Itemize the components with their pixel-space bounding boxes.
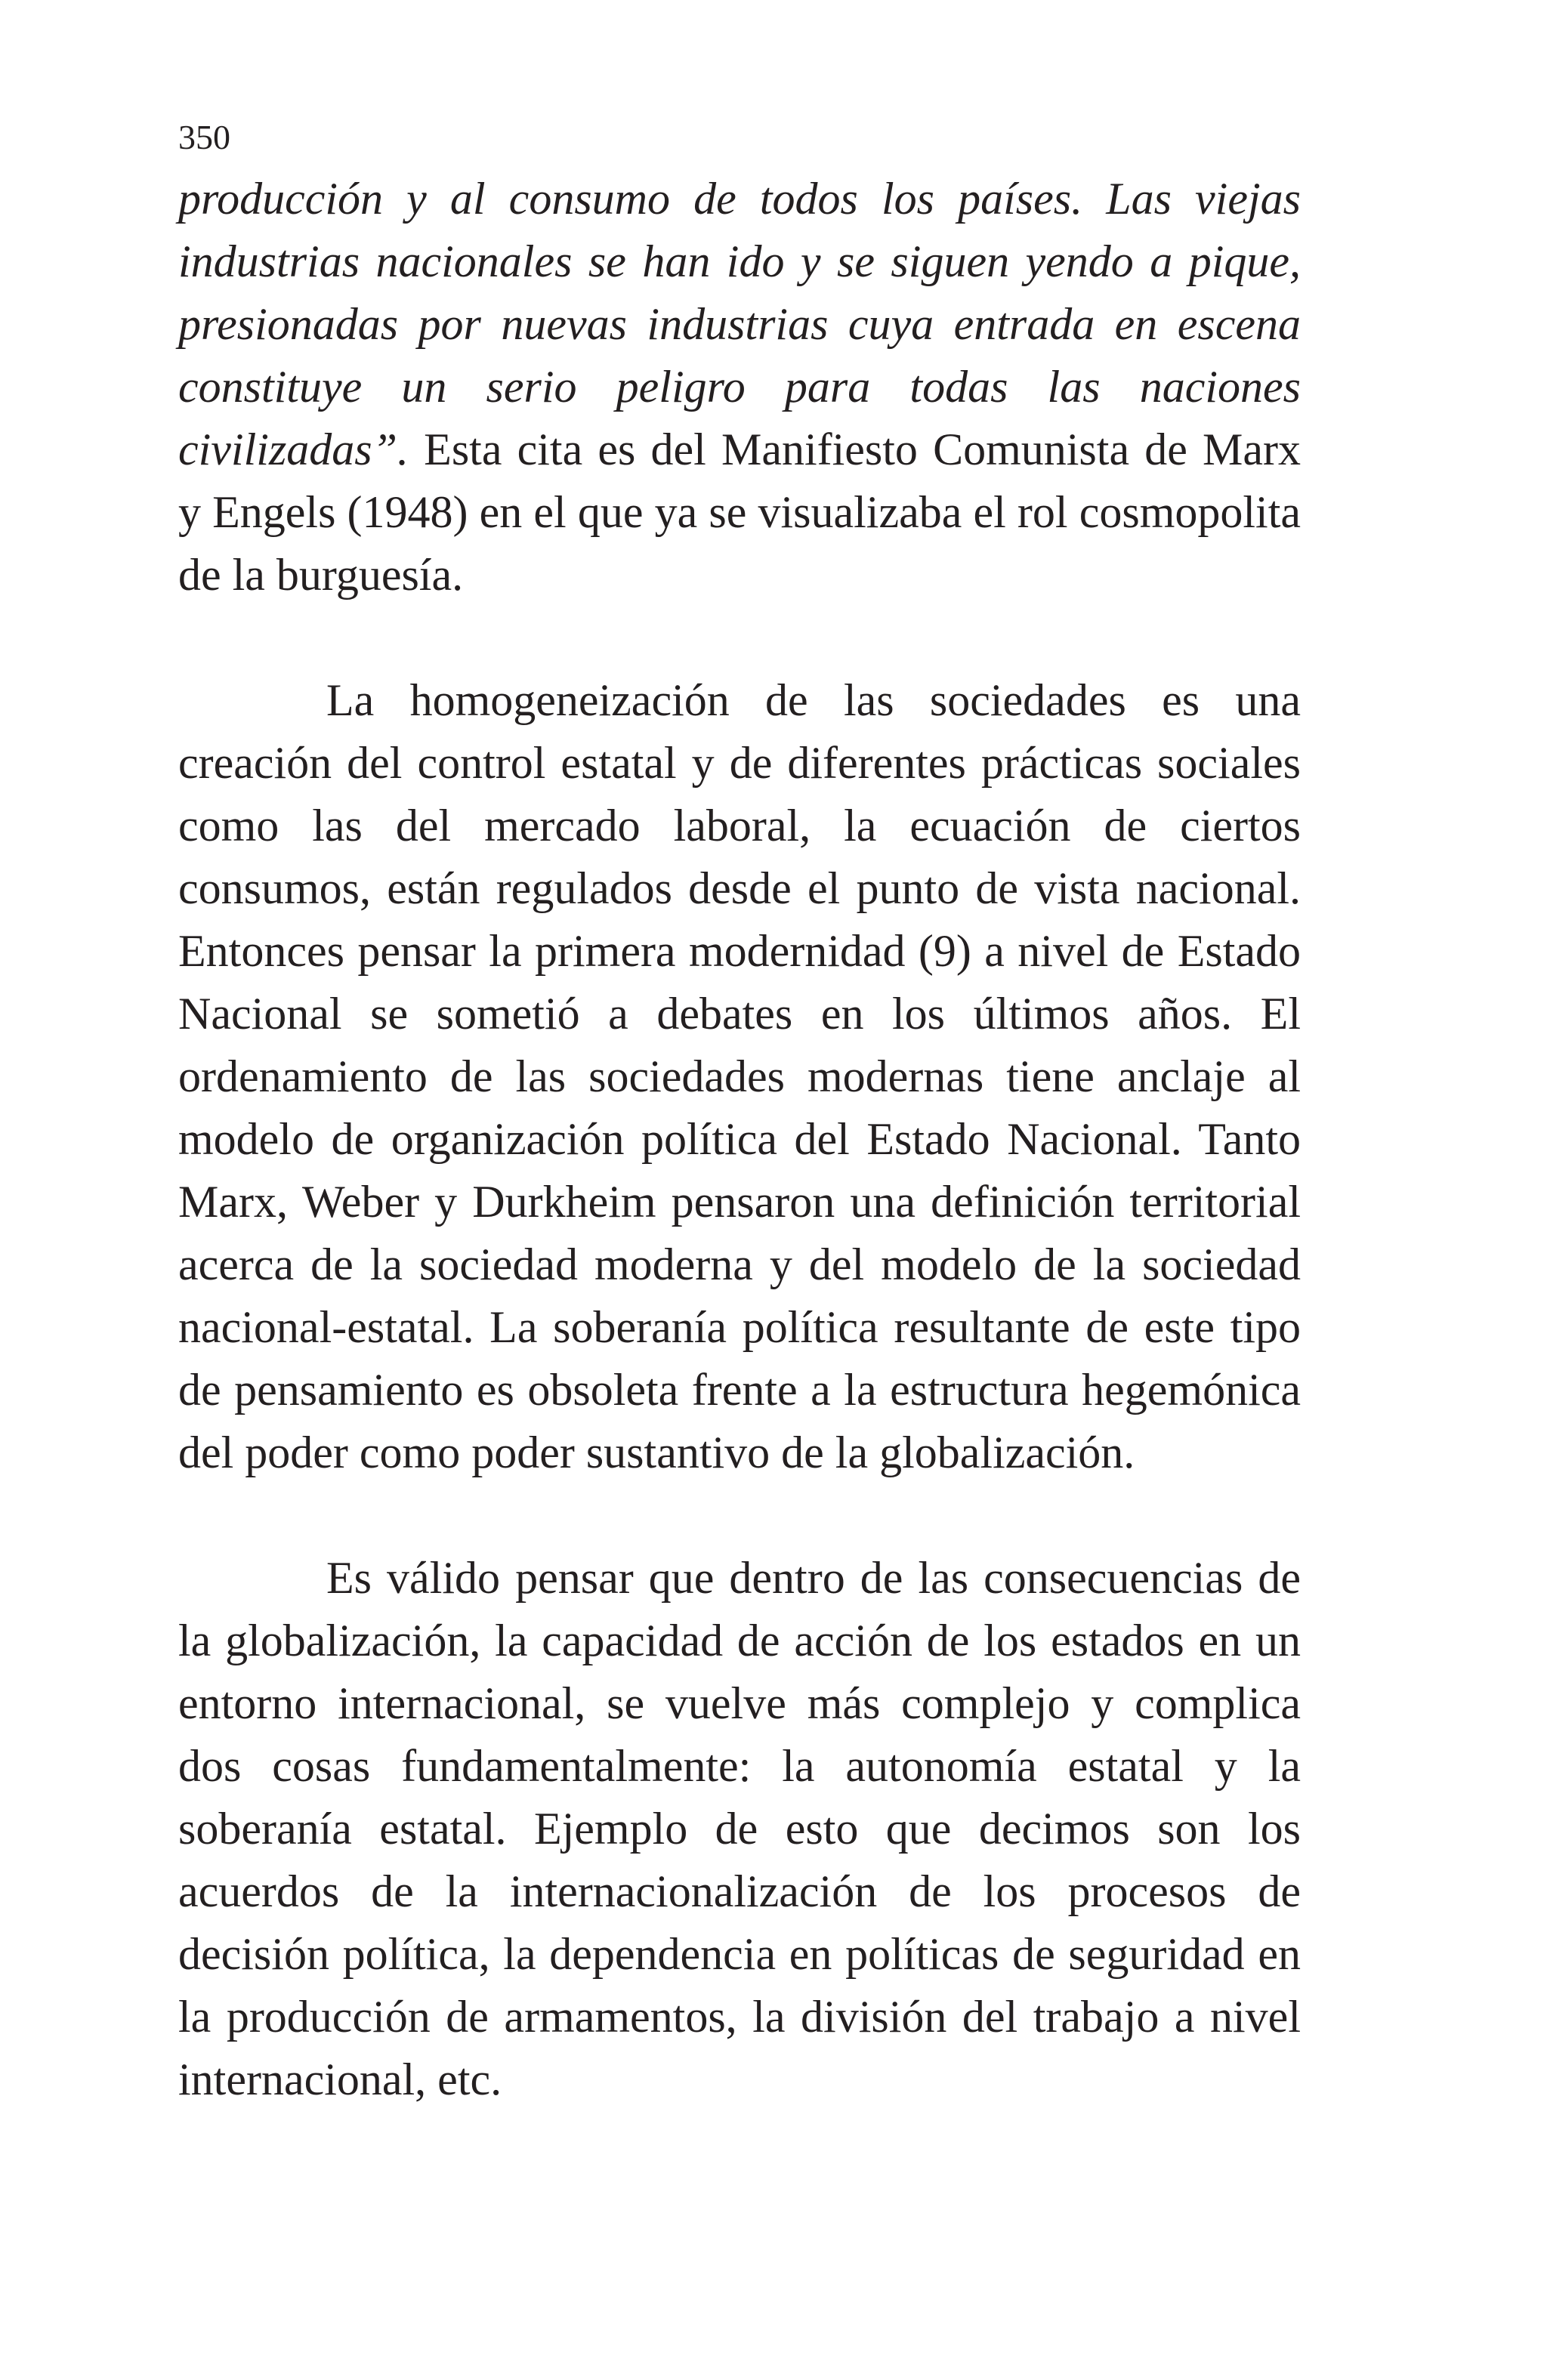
- paragraph-globalization-consequences: Es válido pensar que dentro de las consecuencias de la globalización, la capacidad de acción de los estados en un entorno internacional, se vuelve más complejo y complica dos cosas fundamentalmente: la autonomía estatal y la soberanía estatal. Ejemplo de esto que decimos son los acuerdos de la internacionalización de los procesos de decisión política, la dependencia en políticas de seguridad en la producción de armamentos, la división del trabajo a nivel internacional, etc.: [178, 1553, 1301, 2104]
- quoted-text: producción y al consumo de todos los países. Las viejas industrias nacionales se han ido y se siguen yendo a pique, presionadas por nuevas industrias cuya entrada en escena constituye un serio peligro para todas las naciones civilizadas”.: [178, 174, 1301, 474]
- paragraph-text: Esta cita es del Manifiesto Comunista de Marx y Engels (1948) en el que ya se visualizaba el rol cosmopolita de la burguesía.: [178, 424, 1301, 600]
- paragraph-quote-continuation: [178, 168, 1301, 607]
- page-number: 350: [178, 118, 230, 156]
- body-text: [178, 168, 1301, 2111]
- paragraph-homogeneization: La homogeneización de las sociedades es una creación del control estatal y de diferentes prácticas sociales como las del mercado laboral, la ecuación de ciertos consumos, están regulados desde el punto de vista nacional. Entonces pensar la primera modernidad (9) a nivel de Estado Nacional se sometió a debates en los últimos años. El ordenamiento de las sociedades modernas tiene anclaje al modelo de organización política del Estado Nacional. Tanto Marx, Weber y Durkheim pensaron una definición territorial acerca de la sociedad moderna y del modelo de la sociedad nacional-estatal. La soberanía política resultante de este tipo de pensamiento es obsoleta frente a la estructura hegemónica del poder como poder sustantivo de la globalización.: [178, 675, 1301, 1477]
